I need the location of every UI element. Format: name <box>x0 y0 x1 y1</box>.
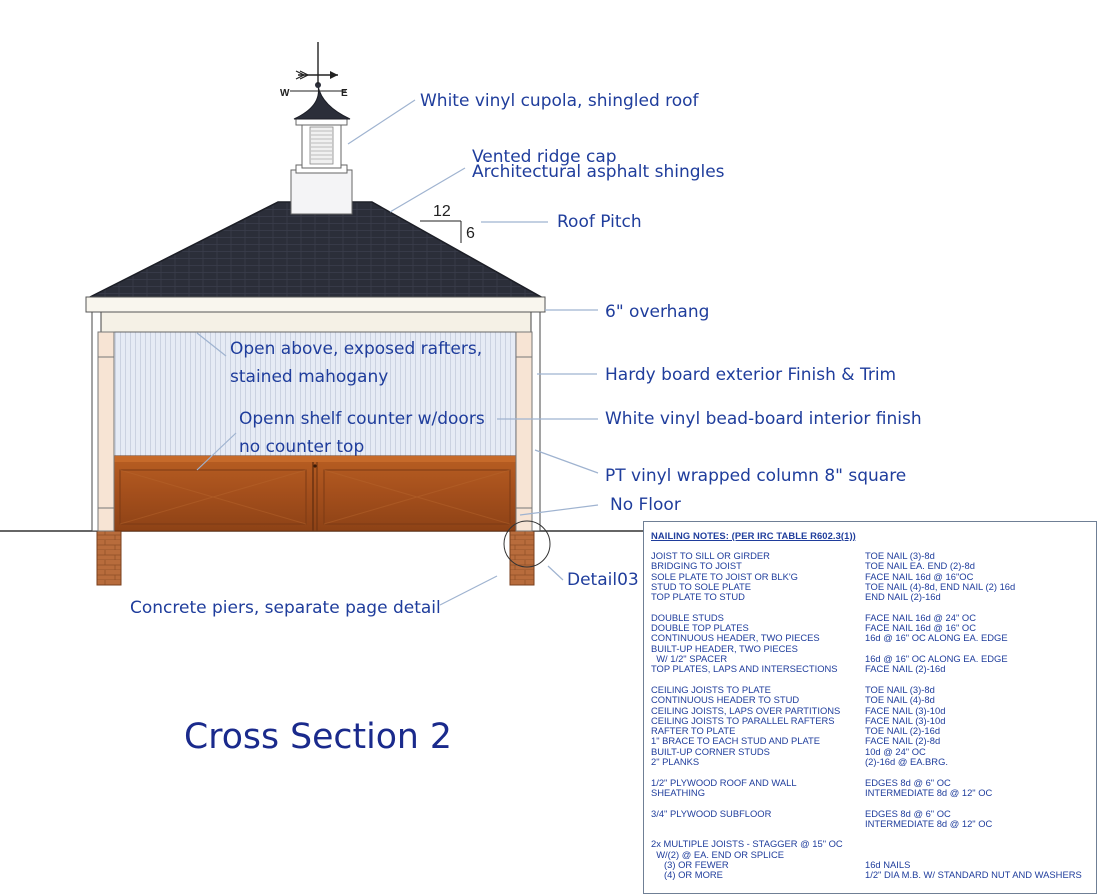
soffit-fascia <box>86 297 545 312</box>
nailing-note-spec: (2)-16d @ EA.BRG. <box>865 756 948 767</box>
label-hardy-board: Hardy board exterior Finish & Trim <box>605 365 897 385</box>
nailing-note-spec: INTERMEDIATE 8d @ 12" OC <box>865 786 993 798</box>
concrete-pier-left <box>97 531 121 585</box>
nailing-note-spec: EDGES 8d @ 6" OC <box>865 776 951 788</box>
nailing-note-item: CONTINUOUS HEADER TO STUD <box>651 694 800 706</box>
label-shelf-counter: Openn shelf counter w/doors <box>239 409 485 429</box>
nailing-note-item: 1/2" PLYWOOD ROOF AND WALL <box>651 776 797 788</box>
column-left <box>98 332 114 531</box>
nailing-note-item: CEILING JOISTS, LAPS OVER PARTITIONS <box>651 704 841 716</box>
weather-vane-icon <box>280 71 348 99</box>
nailing-note-spec: 1/2" DIA M.B. W/ STANDARD NUT AND WASHERS <box>865 869 1082 881</box>
label-roof-pitch: Roof Pitch <box>557 212 642 232</box>
nailing-note-spec: END NAIL (2)-16d <box>865 591 941 603</box>
nailing-note-item: JOIST TO SILL OR GIRDER <box>651 550 770 561</box>
nailing-note-spec: 16d @ 16" OC ALONG EA. EDGE <box>865 632 1008 644</box>
nailing-note-item: 2" PLANKS <box>651 756 700 767</box>
shelf-counter <box>112 456 520 531</box>
concrete-pier-right <box>510 531 534 585</box>
nailing-note-item: BUILT-UP HEADER, TWO PIECES <box>651 642 798 654</box>
nailing-note-spec: FACE NAIL 16d @ 24" OC <box>865 611 976 623</box>
drawing-title: Cross Section 2 <box>184 717 452 757</box>
nailing-note-spec: FACE NAIL 16d @ 16"OC <box>865 570 974 582</box>
nailing-note-spec: FACE NAIL 16d @ 16" OC <box>865 622 976 634</box>
nailing-note-spec: EDGES 8d @ 6" OC <box>865 807 951 819</box>
nailing-note-spec: FACE NAIL (3)-10d <box>865 714 946 726</box>
label-ridge-cap: Vented ridge cap <box>472 147 617 167</box>
label-exposed-rafters: Open above, exposed rafters, <box>230 339 483 359</box>
label-no-floor: No Floor <box>610 495 681 515</box>
nailing-note-spec: TOE NAIL (4)-8d, END NAIL (2) 16d <box>865 580 1016 592</box>
nailing-note-item: TOP PLATE TO STUD <box>651 591 745 603</box>
nailing-note-spec: FACE NAIL (3)-10d <box>865 704 946 716</box>
nailing-note-item: (4) OR MORE <box>651 869 723 881</box>
label-no-counter-top: no counter top <box>239 437 365 457</box>
nailing-note-item: 2x MULTIPLE JOISTS - STAGGER @ 15" OC <box>651 838 843 850</box>
label-detail03: Detail03 <box>567 570 639 590</box>
label-concrete-piers: Concrete piers, separate page detail <box>130 598 441 618</box>
nailing-note-spec: TOE NAIL EA. END (2)-8d <box>865 560 975 572</box>
nailing-note-spec: 16d NAILS <box>865 859 911 870</box>
nailing-note-item: 3/4" PLYWOOD SUBFLOOR <box>651 807 772 819</box>
nailing-note-item: CEILING JOISTS TO PARALLEL RAFTERS <box>651 714 835 726</box>
nailing-note-item: CEILING JOISTS TO PLATE <box>651 683 771 695</box>
top-beam <box>99 312 533 332</box>
label-overhang: 6" overhang <box>605 302 710 322</box>
nailing-note-item: BUILT-UP CORNER STUDS <box>651 745 770 757</box>
compass-east-label: E <box>341 88 348 99</box>
label-cupola: White vinyl cupola, shingled roof <box>420 91 699 111</box>
cupola <box>291 42 352 214</box>
nailing-note-spec: 16d @ 16" OC ALONG EA. EDGE <box>865 653 1008 664</box>
nailing-note-spec: TOE NAIL (2)-16d <box>865 725 941 737</box>
nailing-note-spec: INTERMEDIATE 8d @ 12" OC <box>865 817 993 829</box>
nailing-note-item: STUD TO SOLE PLATE <box>651 580 752 592</box>
nailing-notes-panel <box>643 521 1097 894</box>
nailing-note-spec: FACE NAIL (2)-8d <box>865 735 941 747</box>
nailing-note-spec: TOE NAIL (3)-8d <box>865 550 935 561</box>
nailing-note-item: DOUBLE STUDS <box>651 611 724 623</box>
label-bead-board: White vinyl bead-board interior finish <box>605 409 922 429</box>
nailing-note-item: (3) OR FEWER <box>651 859 729 870</box>
label-shingles: Architectural asphalt shingles <box>472 162 725 182</box>
nailing-note-item: TOP PLATES, LAPS AND INTERSECTIONS <box>651 663 838 675</box>
nailing-note-spec: 10d @ 24" OC <box>865 745 926 757</box>
nailing-note-item: W/(2) @ EA. END OR SPLICE <box>651 848 784 860</box>
nailing-note-spec: TOE NAIL (4)-8d <box>865 694 935 706</box>
nailing-note-item: 1" BRACE TO EACH STUD AND PLATE <box>651 735 820 747</box>
nailing-notes-heading: NAILING NOTES: (PER IRC TABLE R602.3(1)) <box>651 530 856 541</box>
label-column: PT vinyl wrapped column 8" square <box>605 466 907 486</box>
nailing-note-item: RAFTER TO PLATE <box>651 725 736 737</box>
roof <box>88 202 543 298</box>
column-right <box>516 332 532 531</box>
nailing-note-item: DOUBLE TOP PLATES <box>651 622 749 634</box>
label-mahogany: stained mahogany <box>230 367 389 387</box>
pitch-rise-label: 6 <box>466 225 475 242</box>
nailing-note-item: W/ 1/2" SPACER <box>651 653 728 664</box>
nailing-note-item: SOLE PLATE TO JOIST OR BLK'G <box>651 570 798 582</box>
nailing-note-spec: FACE NAIL (2)-16d <box>865 663 946 675</box>
compass-west-label: W <box>280 88 290 99</box>
nailing-note-spec: TOE NAIL (3)-8d <box>865 683 935 695</box>
nailing-note-item: SHEATHING <box>651 786 705 798</box>
pitch-run-label: 12 <box>433 203 451 220</box>
nailing-note-item: CONTINUOUS HEADER, TWO PIECES <box>651 632 820 644</box>
nailing-note-item: BRIDGING TO JOIST <box>651 560 742 572</box>
